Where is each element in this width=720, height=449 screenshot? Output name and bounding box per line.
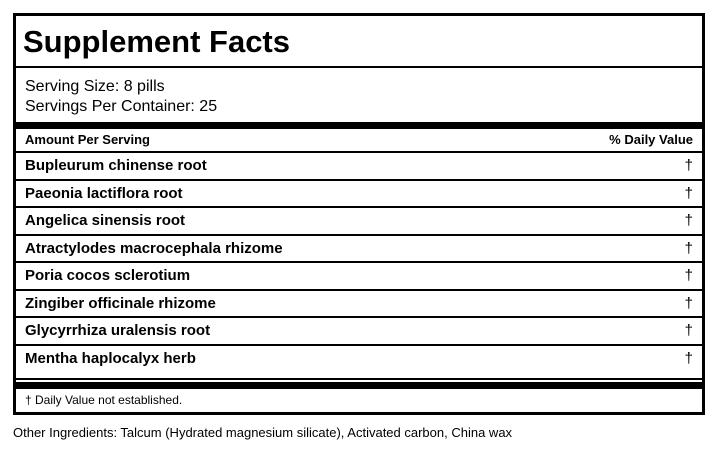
ingredient-row — [16, 263, 702, 291]
ingredient-name: Zingiber officinale rhizome — [25, 294, 216, 312]
ingredient-daily-value: † — [684, 212, 693, 229]
ingredient-row — [16, 208, 702, 236]
ingredient-daily-value: † — [684, 157, 693, 174]
ingredient-name: Poria cocos sclerotium — [25, 267, 191, 284]
amount-per-serving-header: Amount Per Serving — [25, 132, 150, 147]
ingredient-name: Atractylodes macrocephala rhizome — [25, 239, 283, 257]
servings-per-container: Servings Per Container: 25 — [25, 98, 218, 115]
thick-divider-bottom — [16, 382, 702, 389]
ingredient-daily-value: † — [684, 294, 693, 312]
ingredient-name: Angelica sinensis root — [25, 212, 186, 229]
ingredient-daily-value: † — [684, 322, 693, 339]
ingredient-name: Glycyrrhiza uralensis root — [25, 322, 211, 339]
other-ingredients: Other Ingredients: Talcum (Hydrated magnesium silicate), Activated carbon, China wax — [13, 425, 513, 440]
ingredient-name: Bupleurum chinense root — [25, 157, 207, 174]
supplement-facts-panel — [13, 13, 705, 415]
ingredient-daily-value: † — [684, 349, 693, 367]
ingredient-row — [16, 153, 702, 181]
title-divider — [16, 66, 702, 68]
ingredient-row — [16, 346, 702, 372]
ingredient-daily-value: † — [684, 267, 693, 284]
ingredient-name: Mentha haplocalyx herb — [25, 349, 196, 367]
ingredient-daily-value: † — [684, 184, 693, 202]
serving-size: Serving Size: 8 pills — [25, 78, 165, 95]
thick-divider-top — [16, 122, 702, 129]
ingredient-name: Paeonia lactiflora root — [25, 184, 183, 202]
daily-value-header: % Daily Value — [609, 132, 693, 147]
daily-value-footnote: † Daily Value not established. — [25, 393, 183, 407]
ingredient-row — [16, 236, 702, 264]
ingredient-list — [16, 153, 702, 371]
ingredient-daily-value: † — [684, 239, 693, 257]
list-end-divider — [16, 378, 702, 380]
ingredient-row — [16, 318, 702, 346]
panel-title: Supplement Facts — [23, 24, 290, 59]
ingredient-row — [16, 181, 702, 209]
ingredient-row — [16, 291, 702, 319]
